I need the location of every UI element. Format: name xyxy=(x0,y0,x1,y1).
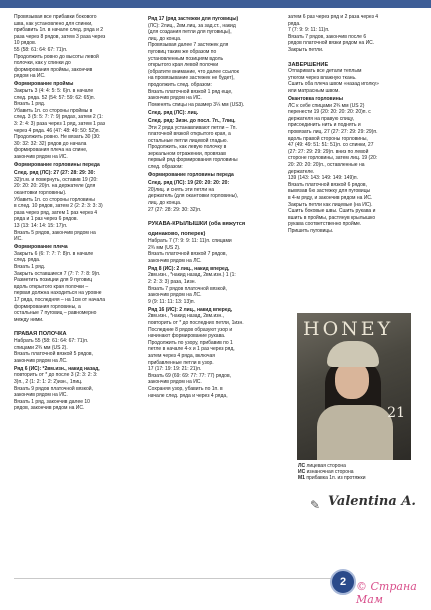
text-line: рядов платочной вязки рядом на ИС. xyxy=(288,40,375,47)
text-line: формирования проймы, закончив xyxy=(14,66,93,73)
top-bar xyxy=(0,0,431,8)
text-line: лиц. до конца. xyxy=(148,35,182,42)
text-line: След. ряд: 3изн. до посл. 7п., 7лиц. xyxy=(148,117,236,124)
text-line: След. ряд (ЛС): 19 (20: 20: 20: 20: xyxy=(148,180,230,187)
text-column-left xyxy=(14,14,137,412)
author-signature: Valentina A. xyxy=(328,494,416,509)
text-line: ряда. xyxy=(288,20,301,27)
text-line: Вязать платочной вязкой 7 рядов, xyxy=(148,251,227,258)
legend-row: М1 прибавка 1п. из протяжки xyxy=(298,475,366,482)
text-line: закончив рядом на ИС. xyxy=(14,153,68,160)
text-column-right xyxy=(288,14,422,235)
text-line: 139 (143: 143: 149: 149: 149)п. xyxy=(288,175,358,182)
text-line: 7 (7: 9: 9: 11: 11)п. xyxy=(288,27,330,34)
text-line: 2: 2: 3: 3) раза, 1изн. xyxy=(148,278,196,285)
text-line: ЛС к себе спицами 2¾ мм (US 2) xyxy=(288,102,365,109)
text-line: перенести 19 (20: 20: 20: 20: 20)п. с xyxy=(288,109,371,116)
text-line: в след. 10 рядов, затем 2 (2: 2: 3: 3: 3) xyxy=(14,203,103,210)
text-line: Провязывая все прибавки бокового xyxy=(14,14,97,20)
text-line: след. образом: xyxy=(148,164,183,171)
text-line xyxy=(148,213,274,217)
text-line: закончив рядом на ИС. xyxy=(14,392,68,399)
text-line: держателе. xyxy=(288,168,315,175)
text-line: ИС. xyxy=(14,236,23,243)
cover-issue-number: 21 xyxy=(387,405,405,421)
text-line: стороне горловины, затем лиц. 19 (20: xyxy=(288,155,378,162)
text-line: Ряд 8 (ИС): 2 лиц., накид вперед, xyxy=(148,265,230,272)
text-line: (27: 27: 29: 29: 29)п. вниз по левой xyxy=(288,148,369,155)
text-line: закончив рядом на ЛС. xyxy=(148,257,202,264)
text-line: полочки, как у спинки до xyxy=(14,60,71,67)
text-line: остальные 7 пуговиц – равномерно xyxy=(14,310,97,317)
magazine-cover-photo xyxy=(297,313,411,460)
text-line: начинают формирование рукава. xyxy=(148,333,226,340)
text-line: ЗАВЕРШЕНИЕ xyxy=(288,61,329,68)
text-line: Набрать 7 (7: 9: 9: 11: 11)п. спицами xyxy=(148,237,232,244)
text-line: Вязать 7 рядов, закончив после 6 xyxy=(288,33,367,40)
text-line: Вязать платочной вязкой 5 рядов, xyxy=(14,351,93,358)
text-line: зеркальном отражении, провязав xyxy=(148,150,226,157)
text-line: Продолжить ровно до высоты левой xyxy=(14,53,99,60)
text-line: затем через 4 ряда, включая xyxy=(148,353,215,359)
text-column-middle xyxy=(148,14,274,399)
text-line: провязать лиц. 27 (27: 27: 29: 29: 29)п. xyxy=(288,129,378,135)
text-line: Сохраняя узор, убавить по 1п. в xyxy=(148,385,223,392)
text-line: закончив рядом на ИС. xyxy=(148,379,202,386)
text-line: между ними. xyxy=(14,316,44,323)
text-line: Отпаривать все детали теплым xyxy=(288,68,362,75)
text-line: одинаково, поперек) xyxy=(148,231,206,238)
text-line: Вязать 1 ряд, закончив далее 10 xyxy=(14,398,90,405)
text-line: Окантовка горловины xyxy=(288,96,343,103)
site-watermark: © Страна Мам xyxy=(356,580,417,606)
text-line: Вязать платочной вязкой 6 рядов, xyxy=(288,181,367,188)
text-line: след. 3 (5: 5: 7: 7: 9) рядах, затем 2 (1: xyxy=(14,114,103,121)
text-line: повторить от * до последних петли, 1изн. xyxy=(148,320,244,327)
text-line: Ряд 17 (ряд застежки для пуговицы) xyxy=(148,16,239,22)
text-line: рядом на ИС. xyxy=(14,73,46,80)
text-line: 2¾ мм (US 2). xyxy=(148,244,181,251)
text-line: Формирование горловины переда xyxy=(148,172,234,179)
text-line: 10 рядов. xyxy=(14,40,37,47)
text-line: 20: 20: 20: 20)п., оставленные на xyxy=(288,161,365,168)
cover-model-hat xyxy=(327,341,379,367)
text-line: открытого края левой полочки xyxy=(148,62,219,69)
text-line: 2вм.изн., *накид назад, 2вм.изн., xyxy=(148,313,225,320)
text-line: Эти 2 ряда устанавливают петли – 7п. xyxy=(148,124,237,131)
text-line: 17 ряда, последняя – на 1см от начала xyxy=(14,296,105,303)
text-line: закончив рядом на ИС. xyxy=(148,95,202,102)
text-line: Вязать 1 ряд. xyxy=(14,263,46,270)
text-line: Ряд 16 (ИС): 2 лиц., накид вперед, xyxy=(148,306,233,313)
text-line: вдоль правой стороны горловины, xyxy=(288,135,368,142)
text-line xyxy=(288,54,422,58)
text-line: закончив рядом на ЛС. xyxy=(14,357,68,364)
text-line: формирования горловины, а xyxy=(14,303,81,310)
cover-model-scarf xyxy=(317,405,393,460)
text-line: держатель (для окантовки горловины), xyxy=(148,193,239,200)
text-line: Продолжить ровно. Не вязать 30 (30: xyxy=(14,134,101,141)
text-line: РУКАВА-КРЫЛЫШКИ (оба вяжутся xyxy=(148,221,246,228)
text-line: след. ряда. xyxy=(14,257,41,264)
text-line: остальные петли лицевой гладью. xyxy=(148,137,228,144)
legend-row: ЛС лицевая сторона xyxy=(298,463,346,469)
text-line: прибавить 1п. в начале след. ряда и 2 xyxy=(14,27,104,34)
text-line: 30: 32: 32: 32) рядов до начала xyxy=(14,140,87,147)
text-line: Закрыть 6 (6: 7: 7: 7: 8)п. в начале xyxy=(14,250,94,257)
text-line: ПРАВАЯ ПОЛОЧКА xyxy=(14,331,67,338)
text-line: Последние 8 рядов образуют узор и xyxy=(148,326,233,333)
text-line: присоединить нить и поднять и xyxy=(288,122,361,129)
text-line: Продолжить по узору, прибавив по 1 xyxy=(148,339,233,346)
text-line: Вязать 69 (69: 69: 77: 77: 77) рядов, xyxy=(148,372,232,379)
text-line: продолжить след. образом: xyxy=(148,81,212,88)
legend-row: ИС изнаночная сторона xyxy=(298,469,354,476)
text-line: спицами 2¾ мм (US 2). xyxy=(14,344,68,351)
text-line: 3)п., 2 (1: 2: 1: 2: 2)изн., 1пиц. xyxy=(14,378,83,385)
text-line xyxy=(14,323,137,327)
text-line: Сшить боковые швы. Сшить рукава и xyxy=(288,208,376,215)
text-line: 55 (58: 61: 64: 67: 71)п. xyxy=(14,46,68,53)
text-line: петле в начале 4-х и 1 раз через ряд, xyxy=(148,346,235,353)
text-line: лиц. до конца. xyxy=(148,200,182,207)
text-line: Вязать 1 ряд. xyxy=(14,101,46,108)
text-line: Сшить оба плеча швом «назад иголку» xyxy=(288,81,379,88)
text-line: 9 (9: 11: 11: 13: 13)п. xyxy=(148,298,195,305)
text-line: утюгом через влажную ткань. xyxy=(288,74,357,81)
text-line: Пришить пуговицы. xyxy=(288,227,334,234)
text-line: повторить от * до после 3 (2: 3: 2: 3: xyxy=(14,372,98,379)
text-line: прибавленные петли в узор. xyxy=(148,359,214,366)
text-line: Убавить 1п. со стороны горловины xyxy=(14,196,95,203)
text-line: вдоль открытого края полочки – xyxy=(14,283,89,290)
text-line: 3: 2: 4: 3) раза через 1 ряд, затем 1 раз xyxy=(14,121,106,127)
text-line: через 4 ряда. 46 (47: 48: 49: 50: 52)п. xyxy=(14,127,100,134)
text-line: Закрыть петли как лицевые (на ИС). xyxy=(288,201,373,208)
page-number-badge: 2 xyxy=(330,569,356,595)
text-line: 2вм.изн., *накид назад, 2вм.изн.) 1 (1: xyxy=(148,272,236,279)
text-line: ряда и 1 раз через 6 рядов. xyxy=(14,216,78,223)
text-line: Вязать платочной вязкой 1 ряд еще, xyxy=(148,88,233,95)
text-line: Ряд 6 (ИС): *2вм.изн., накид назад, xyxy=(14,365,100,372)
text-line: Набрать 55 (58: 61: 64: 67: 71)п. xyxy=(14,337,89,344)
text-line: платочной вязкой открытого края, а xyxy=(148,131,231,138)
text-line: Закрыть оставшиеся 7 (7: 7: 7: 8: 9)п. xyxy=(14,270,101,277)
text-line: (ЛС): 2лиц., 2вм.лиц. за зад.ст., накид xyxy=(148,22,236,29)
text-line: Формирование плеча xyxy=(14,244,68,251)
text-line: 13 (13: 14: 14: 15: 17)п. xyxy=(14,222,68,229)
text-line: след. ряда. 52 (54: 57: 59: 62: 65)п. xyxy=(14,94,95,101)
text-line: Формирование горловины переда xyxy=(14,162,100,169)
text-line: 20)лиц. и снять эти петли на xyxy=(148,186,215,193)
text-line: След. ряд (ЛС): лиц. xyxy=(148,109,199,116)
cover-title: HONEY xyxy=(303,318,394,340)
text-line: вшить в проймы, растянув крылышко xyxy=(288,214,376,221)
text-line: Провязывая далее 7 застежек для xyxy=(148,42,229,49)
pen-icon: ✎ xyxy=(310,498,321,512)
text-line: След. ряд (ЛС): 27 (27: 28: 29: 30: xyxy=(14,170,96,177)
text-line: Вязать 9 рядов платочной вязкой, xyxy=(14,385,93,392)
text-line: 17 (17: 19: 19: 21: 21)п. xyxy=(148,366,202,373)
text-line: Убавить 1п. со стороны проймы в xyxy=(14,107,93,114)
text-line: вывязав 6ю застежку для пуговицы xyxy=(288,188,371,195)
text-line: Вязать 7 рядов платочной вязкой, xyxy=(148,285,227,292)
text-line: рядов, закончив рядом на ИС. xyxy=(14,405,85,412)
text-line: Закрыть петли. xyxy=(288,46,324,53)
text-line: шва, как установлено для спинки, xyxy=(14,20,93,27)
text-line: начале след. ряда и через 4 ряда, xyxy=(148,392,228,399)
text-line: Поменять спицы на размер 3¼ мм (US3). xyxy=(148,101,245,108)
text-line: на провязывание застежек не будет), xyxy=(148,75,235,82)
text-line: или матрасным швом. xyxy=(288,87,340,94)
text-line: 27 (27: 28: 29: 30: 32)п. xyxy=(148,206,202,213)
text-line: Продолжить, как левую полочку в xyxy=(148,144,227,151)
text-line: 32)п.м. и повернуть, оставив 19 (20: xyxy=(14,176,98,183)
text-line: первый ряд формирования горловины xyxy=(148,157,238,164)
text-line: (обратите внимание, что далее ссылок xyxy=(148,68,239,75)
text-line: окантовки горловины). xyxy=(14,189,67,196)
text-line: раза через ряд, затем 1 раз через 4 xyxy=(14,209,98,216)
text-line: Закрыть 3 (4: 4: 5: 5: 6)п. в начале xyxy=(14,88,94,95)
text-line: Формирование проймы xyxy=(14,81,74,88)
text-line: затем 6 раз через ряд и 2 раза через 4 xyxy=(288,14,379,20)
text-line: 47 (49: 49: 51: 51: 51)п. со спинки, 27 xyxy=(288,142,374,149)
text-line: формирования плеча на спине, xyxy=(14,147,88,154)
text-line: первая должна находиться на уровне xyxy=(14,290,102,297)
abbreviation-legend xyxy=(298,463,366,482)
text-line: рукава соответственно пройме. xyxy=(288,221,362,228)
text-line: держателя на правую спицу, xyxy=(288,115,354,122)
footer-divider xyxy=(14,578,340,579)
text-line: (для создания петли для пуговицы), xyxy=(148,29,232,36)
text-line: Вязать 5 рядов, закончив рядом на xyxy=(14,229,96,236)
text-line: закончив рядом на ЛС. xyxy=(148,292,202,299)
text-line: пуговиц таким же образом по xyxy=(148,48,217,55)
text-line: Разметить позиции для 9 пуговиц xyxy=(14,277,93,284)
text-line: в 4-м ряду, и закончив рядом на ИС. xyxy=(288,194,373,201)
text-line: 20: 20: 20: 20)п. на держателе (для xyxy=(14,183,96,190)
text-line: установленным позициям вдоль xyxy=(148,55,224,62)
text-line: раза через 8 рядов, затем 3 раза через xyxy=(14,33,106,40)
